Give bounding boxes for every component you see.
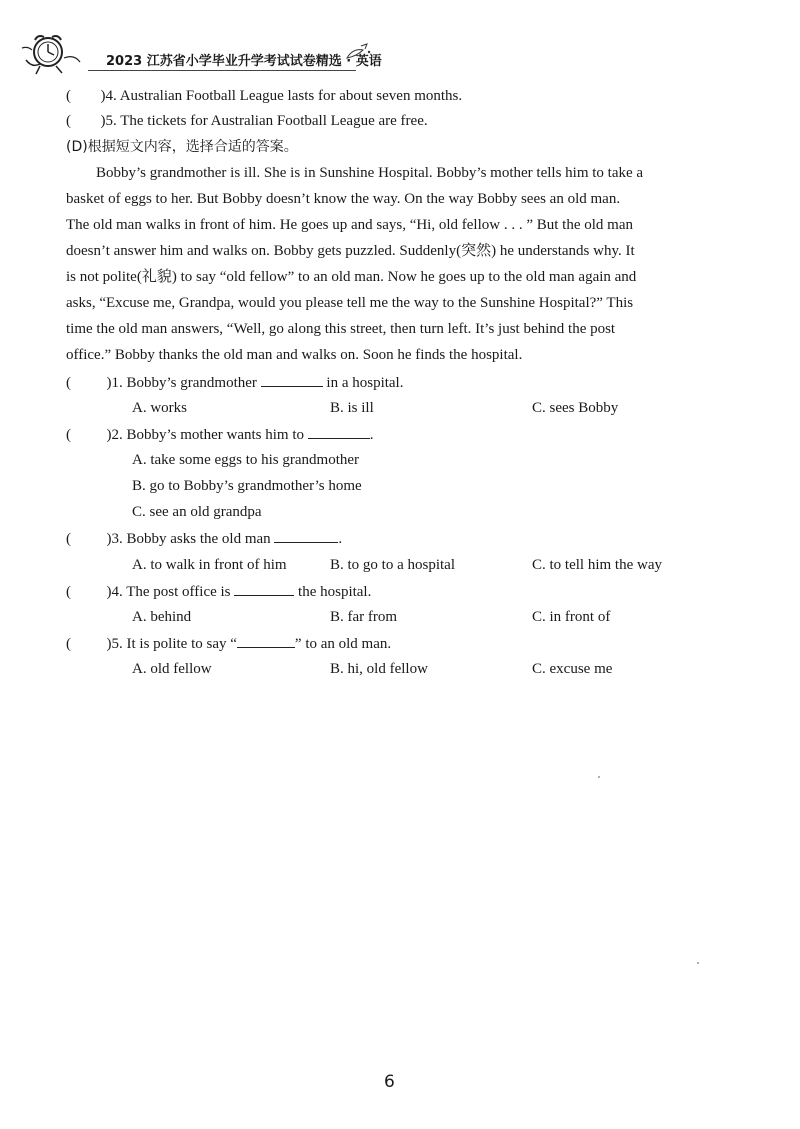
option-a[interactable]: A. old fellow <box>132 661 212 677</box>
prev-item-number: )4. <box>100 88 117 104</box>
option-b[interactable]: B. to go to a hospital <box>330 557 455 573</box>
question-stem-end: . <box>369 427 374 443</box>
option-a[interactable]: A. works <box>132 400 187 416</box>
scan-speck <box>697 962 699 964</box>
alarm-clock-logo-icon <box>18 30 86 76</box>
question-number: )3. <box>106 531 123 547</box>
question-3 <box>66 528 342 549</box>
passage-line: office.” Bobby thanks the old man and walks on. Soon he finds the hospital. <box>66 347 523 363</box>
answer-paren-open: ( <box>66 113 71 129</box>
section-title: (D)根据短文内容，选择合适的答案。 <box>66 139 298 155</box>
prev-item-4 <box>66 86 462 106</box>
page-number: 6 <box>384 1072 395 1092</box>
question-number: )5. <box>106 636 123 652</box>
option-c[interactable]: C. excuse me <box>532 661 613 677</box>
option-c[interactable]: C. see an old grandpa <box>132 504 262 520</box>
answer-paren-open: ( <box>66 427 71 443</box>
answer-paren-open: ( <box>66 531 71 547</box>
question-4 <box>66 581 371 602</box>
header-rule <box>88 70 356 71</box>
question-2 <box>66 424 374 445</box>
option-b[interactable]: B. far from <box>330 609 398 625</box>
question-stem: The post office is <box>126 584 231 600</box>
option-c[interactable]: C. to tell him the way <box>532 557 662 573</box>
answer-paren-open: ( <box>66 584 71 600</box>
prev-item-text: Australian Football League lasts for about seven months. <box>119 88 463 104</box>
passage-line: asks, “Excuse me, Grandpa, would you please tell me the way to the Sunshine Hospital?” This <box>66 295 634 311</box>
passage-line: time the old man answers, “Well, go along this street, then turn left. It’s just behind the post <box>66 321 616 337</box>
question-stem: Bobby’s mother wants him to <box>126 427 304 443</box>
passage-line: doesn’t answer him and walks on. Bobby gets puzzled. Suddenly(突然) he understands why. It <box>66 243 635 259</box>
fill-blank <box>274 528 338 543</box>
prev-item-text: The tickets for Australian Football League are free. <box>120 113 428 129</box>
answer-paren-open: ( <box>66 88 71 104</box>
prev-item-number: )5. <box>100 113 117 129</box>
reading-passage <box>66 160 732 368</box>
question-number: )2. <box>106 427 123 443</box>
passage-line: The old man walks in front of him. He goes up and says, “Hi, old fellow . . . ” But the old man <box>66 217 633 233</box>
option-b[interactable]: B. go to Bobby’s grandmother’s home <box>132 478 362 494</box>
leaf-ornament-icon <box>343 40 373 64</box>
passage-line: Bobby’s grandmother is ill. She is in Sunshine Hospital. Bobby’s mother tells him to take a <box>96 165 644 181</box>
option-a[interactable]: A. to walk in front of him <box>132 557 287 573</box>
question-number: )1. <box>106 375 123 391</box>
page-header <box>18 30 398 76</box>
question-number: )4. <box>106 584 123 600</box>
question-stem-end: ” to an old man. <box>294 636 392 652</box>
question-stem: Bobby asks the old man <box>126 531 271 547</box>
passage-line: basket of eggs to her. But Bobby doesn’t know the way. On the way Bobby sees an old man. <box>66 191 621 207</box>
scan-speck <box>598 776 600 778</box>
option-c[interactable]: C. in front of <box>532 609 611 625</box>
fill-blank <box>237 633 295 648</box>
question-1 <box>66 372 403 393</box>
option-a[interactable]: A. take some eggs to his grandmother <box>132 452 360 468</box>
answer-paren-open: ( <box>66 636 71 652</box>
question-stem-end: . <box>338 531 343 547</box>
fill-blank <box>234 581 294 596</box>
option-c[interactable]: C. sees Bobby <box>532 400 619 416</box>
prev-item-5 <box>66 111 428 131</box>
question-stem-end: the hospital. <box>298 584 372 600</box>
question-stem-end: in a hospital. <box>326 375 404 391</box>
option-b[interactable]: B. hi, old fellow <box>330 661 428 677</box>
question-5 <box>66 633 391 654</box>
question-stem: Bobby’s grandmother <box>126 375 257 391</box>
header-title: 2023 江苏省小学毕业升学考试试卷精选 · 英语 <box>106 54 382 69</box>
passage-line: is not polite(礼貌) to say “old fellow” to an old man. Now he goes up to the old man again and <box>66 269 637 285</box>
answer-paren-open: ( <box>66 375 71 391</box>
fill-blank <box>308 424 370 439</box>
option-b[interactable]: B. is ill <box>330 400 374 416</box>
question-stem: It is polite to say “ <box>126 636 237 652</box>
option-a[interactable]: A. behind <box>132 609 192 625</box>
fill-blank <box>261 372 323 387</box>
